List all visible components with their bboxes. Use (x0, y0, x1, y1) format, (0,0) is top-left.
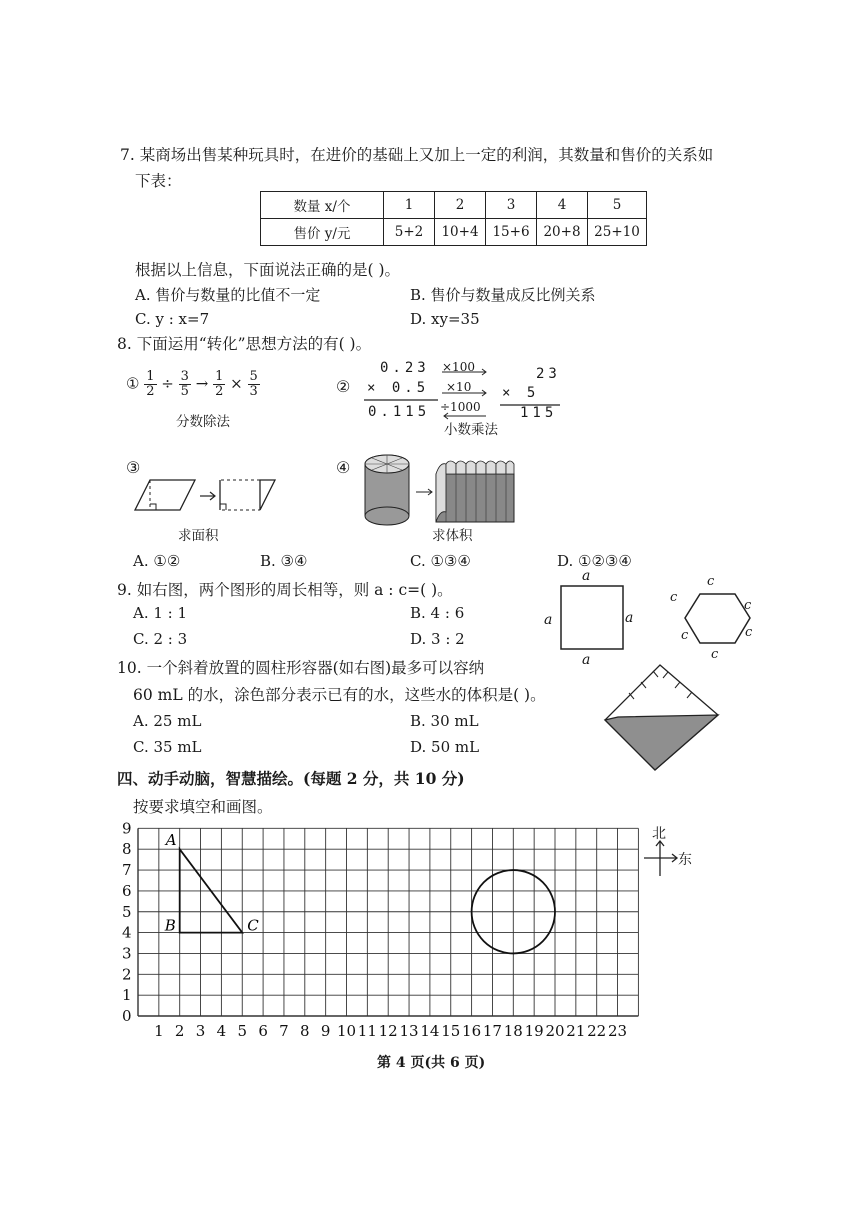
point-c-label: C (247, 916, 259, 935)
row-header-quantity: 数量 x/个 (261, 192, 384, 219)
y-tick-label: 0 (122, 1007, 132, 1025)
q9-prompt: 9. 如右图，两个图形的周长相等，则 a : c=( )。 (117, 581, 453, 599)
y-tick-label: 6 (122, 881, 132, 900)
multiply-sign: × (230, 374, 243, 393)
x-tick-label: 9 (320, 1022, 331, 1040)
y-tick-label: 8 (122, 840, 132, 859)
x-tick-label: 15 (441, 1022, 461, 1040)
hexagon-label: c (707, 574, 715, 589)
q8-item2-result-bottom: 115 (520, 405, 558, 421)
q8-item3-caption: 求面积 (178, 528, 219, 544)
x-tick-label: 16 (462, 1022, 482, 1040)
hexagon-label: c (670, 590, 678, 605)
x-tick-label: 22 (587, 1022, 607, 1040)
q8-option-a: A. ①② (133, 552, 181, 570)
q8-item3-parallelogram-figure (120, 470, 300, 520)
y-tick-label: 3 (122, 944, 132, 963)
x-tick-label: 20 (545, 1022, 565, 1040)
compass-north-label: 北 (652, 826, 666, 842)
q8-item2-top: 0.23 (380, 360, 430, 376)
fraction (213, 370, 225, 399)
point-a-label: A (165, 831, 177, 850)
table-cell: 15+6 (486, 219, 537, 246)
row-header-price: 售价 y/元 (261, 219, 384, 246)
q8-item2-result-mid: × 5 (502, 385, 540, 401)
q8-item1-marker: ① (126, 374, 140, 393)
x-tick-label: 12 (378, 1022, 398, 1040)
x-tick-label: 6 (258, 1022, 268, 1040)
numerator: 3 (180, 369, 189, 384)
q8-item2-bottom: 0.115 (368, 404, 431, 420)
q7-line1: 7. 某商场出售某种玩具时，在进价的基础上又加上一定的利润，其数量和售价的关系如 (120, 146, 714, 164)
q8-item2-caption: 小数乘法 (444, 422, 498, 438)
q7-option-d: D. xy=35 (410, 310, 480, 328)
compass-icon (640, 840, 680, 880)
square-label-bottom: a (582, 652, 591, 668)
table-row (261, 219, 647, 246)
q8-item4-caption: 求体积 (432, 528, 473, 544)
section4-title: 四、动手动脑，智慧描绘。(每题 2 分，共 10 分) (117, 769, 465, 788)
y-tick-label: 2 (122, 965, 132, 984)
x-tick-label: 17 (482, 1022, 502, 1040)
fraction (144, 370, 156, 399)
q8-prompt: 8. 下面运用“转化”思想方法的有( )。 (117, 335, 372, 353)
hexagon-label: c (745, 625, 753, 640)
y-tick-label: 1 (122, 986, 132, 1005)
denominator: 3 (249, 384, 258, 399)
q10-line2: 60 mL 的水，涂色部分表示已有的水，这些水的体积是( )。 (133, 686, 546, 704)
table-cell: 5 (588, 192, 647, 219)
q8-item4-marker: ④ (336, 458, 351, 477)
numerator: 1 (146, 369, 155, 384)
hexagon-label: c (711, 647, 719, 662)
x-tick-label: 14 (420, 1022, 440, 1040)
table-cell: 2 (435, 192, 486, 219)
x-tick-label: 10 (336, 1022, 357, 1040)
y-tick-label: 9 (122, 819, 132, 838)
hexagon-label: c (681, 628, 689, 643)
q10-option-a: A. 25 mL (133, 712, 202, 730)
x-tick-label: 21 (566, 1022, 586, 1040)
y-tick-label: 4 (122, 923, 132, 942)
fraction (248, 370, 260, 399)
q9-option-c: C. 2 : 3 (133, 630, 188, 648)
q8-item2-marker: ② (336, 377, 351, 396)
q8-item2-lines (360, 355, 570, 425)
q8-option-d: D. ①②③④ (557, 552, 632, 570)
square-label-left: a (544, 612, 553, 628)
q7-table (260, 191, 647, 246)
q8-item2-mid: × 0.5 (367, 380, 430, 396)
square-label-top: a (582, 568, 591, 584)
numerator: 5 (249, 369, 258, 384)
fraction (179, 370, 191, 399)
point-b-label: B (164, 916, 176, 935)
q10-option-b: B. 30 mL (410, 712, 479, 730)
q8-option-b: B. ③④ (260, 552, 308, 570)
q8-item4-cylinder-figure (362, 452, 532, 527)
q10-tilted-container-figure (600, 660, 725, 775)
q8-item2-result-top: 23 (536, 366, 561, 382)
x-tick-label: 11 (357, 1022, 377, 1040)
q8-item2-arrow2: ×10 (446, 380, 472, 394)
denominator: 5 (180, 384, 189, 399)
x-tick-label: 18 (503, 1022, 523, 1040)
x-tick-label: 19 (524, 1022, 544, 1040)
denominator: 2 (146, 384, 155, 399)
hexagon-label: c (744, 598, 752, 613)
q8-item1-expression (126, 370, 260, 399)
numerator: 1 (215, 369, 224, 384)
q8-item2-arrow3: ÷1000 (440, 400, 481, 414)
q8-item2-arrow1: ×100 (442, 360, 475, 374)
q7-prompt: 根据以上信息，下面说法正确的是( )。 (135, 261, 401, 279)
table-cell: 4 (537, 192, 588, 219)
coordinate-grid (110, 818, 650, 1048)
q10-option-c: C. 35 mL (133, 738, 202, 756)
q8-item3-marker: ③ (126, 458, 141, 477)
table-cell: 25+10 (588, 219, 647, 246)
y-tick-label: 5 (122, 902, 132, 921)
q7-option-c: C. y : x=7 (135, 310, 210, 328)
x-tick-label: 5 (237, 1022, 248, 1040)
q8-option-c: C. ①③④ (410, 552, 471, 570)
table-cell: 3 (486, 192, 537, 219)
compass-east-label: 东 (678, 852, 692, 868)
y-tick-label: 7 (122, 861, 132, 880)
q9-figures (540, 566, 770, 672)
divide-sign: ÷ (161, 374, 174, 393)
section4-instruction: 按要求填空和画图。 (133, 798, 273, 816)
arrow-icon: → (195, 374, 209, 393)
x-tick-label: 3 (195, 1022, 206, 1040)
x-tick-label: 7 (279, 1022, 289, 1040)
x-tick-label: 1 (154, 1022, 164, 1040)
q9-option-d: D. 3 : 2 (410, 630, 465, 648)
x-tick-label: 13 (399, 1022, 419, 1040)
q7-option-a: A. 售价与数量的比值不一定 (135, 286, 321, 304)
table-cell: 5+2 (384, 219, 435, 246)
q7-option-b: B. 售价与数量成反比例关系 (410, 286, 596, 304)
table-cell: 10+4 (435, 219, 486, 246)
table-cell: 1 (384, 192, 435, 219)
q9-option-a: A. 1 : 1 (133, 604, 188, 622)
x-tick-label: 8 (300, 1022, 310, 1040)
q7-line2: 下表： (135, 172, 182, 190)
q10-line1: 10. 一个斜着放置的圆柱形容器(如右图)最多可以容纳 (117, 659, 485, 677)
table-cell: 20+8 (537, 219, 588, 246)
x-tick-label: 23 (608, 1022, 628, 1040)
page-footer: 第 4 页(共 6 页) (377, 1055, 486, 1071)
table-row (261, 192, 647, 219)
denominator: 2 (215, 384, 224, 399)
x-tick-label: 2 (174, 1022, 185, 1040)
square-label-right: a (625, 610, 634, 626)
q9-option-b: B. 4 : 6 (410, 604, 465, 622)
q10-option-d: D. 50 mL (410, 738, 480, 756)
x-tick-label: 4 (216, 1022, 227, 1040)
q8-item1-caption: 分数除法 (176, 414, 230, 430)
